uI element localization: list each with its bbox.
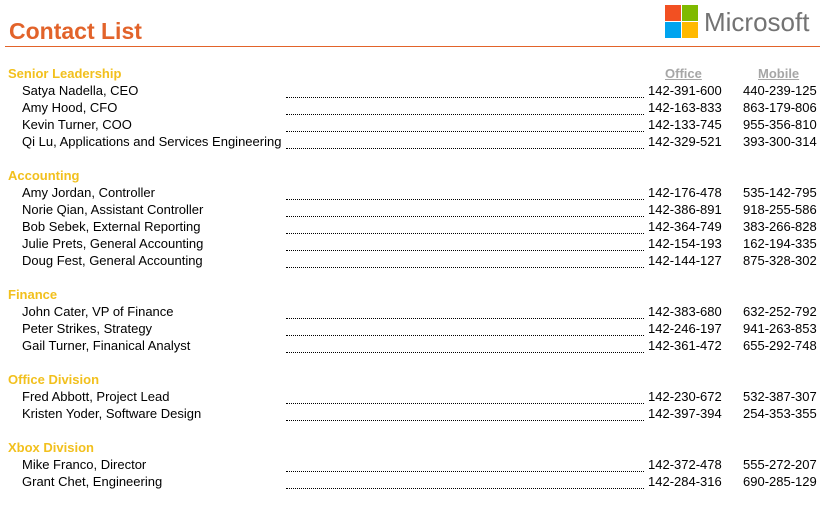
mobile-phone: 383-266-828 bbox=[743, 219, 817, 234]
contact-row bbox=[0, 457, 827, 474]
dotted-leader bbox=[286, 403, 644, 404]
office-phone: 142-284-316 bbox=[648, 474, 722, 489]
contact-row bbox=[0, 304, 827, 321]
mobile-phone: 632-252-792 bbox=[743, 304, 817, 319]
dotted-leader bbox=[286, 335, 644, 336]
office-phone: 142-397-394 bbox=[648, 406, 722, 421]
section-title: Office Division bbox=[8, 372, 100, 387]
mobile-phone: 162-194-335 bbox=[743, 236, 817, 251]
mobile-phone: 955-356-810 bbox=[743, 117, 817, 132]
contact-row bbox=[0, 219, 827, 236]
dotted-leader bbox=[286, 420, 644, 421]
contact-row bbox=[0, 338, 827, 355]
contact-name: Qi Lu, Applications and Services Engineering bbox=[22, 134, 282, 149]
contact-row bbox=[0, 100, 827, 117]
contact-row bbox=[0, 236, 827, 253]
mobile-phone: 863-179-806 bbox=[743, 100, 817, 115]
dotted-leader bbox=[286, 318, 644, 319]
office-phone: 142-154-193 bbox=[648, 236, 722, 251]
dotted-leader bbox=[286, 352, 644, 353]
office-phone: 142-144-127 bbox=[648, 253, 722, 268]
office-phone: 142-386-891 bbox=[648, 202, 722, 217]
office-phone: 142-230-672 bbox=[648, 389, 722, 404]
contact-name: Bob Sebek, External Reporting bbox=[22, 219, 201, 234]
section-title: Senior Leadership bbox=[8, 66, 122, 81]
mobile-phone: 393-300-314 bbox=[743, 134, 817, 149]
contact-name: Peter Strikes, Strategy bbox=[22, 321, 153, 336]
mobile-phone: 875-328-302 bbox=[743, 253, 817, 268]
dotted-leader bbox=[286, 267, 644, 268]
office-phone: 142-383-680 bbox=[648, 304, 722, 319]
contact-name: John Cater, VP of Finance bbox=[22, 304, 174, 319]
dotted-leader bbox=[286, 199, 644, 200]
dotted-leader bbox=[286, 488, 644, 489]
office-phone: 142-133-745 bbox=[648, 117, 722, 132]
office-phone: 142-372-478 bbox=[648, 457, 722, 472]
dotted-leader bbox=[286, 114, 644, 115]
mobile-phone: 254-353-355 bbox=[743, 406, 817, 421]
contact-row bbox=[0, 202, 827, 219]
dotted-leader bbox=[286, 131, 644, 132]
contact-name: Norie Qian, Assistant Controller bbox=[22, 202, 204, 217]
column-header-mobile: Mobile bbox=[758, 66, 800, 81]
mobile-phone: 532-387-307 bbox=[743, 389, 817, 404]
section-title: Accounting bbox=[8, 168, 80, 183]
contact-name: Satya Nadella, CEO bbox=[22, 83, 139, 98]
contact-name: Kevin Turner, COO bbox=[22, 117, 132, 132]
contact-name: Julie Prets, General Accounting bbox=[22, 236, 204, 251]
title-divider bbox=[5, 46, 820, 47]
office-phone: 142-246-197 bbox=[648, 321, 722, 336]
column-header-office: Office bbox=[665, 66, 702, 81]
dotted-leader bbox=[286, 97, 644, 98]
office-phone: 142-163-833 bbox=[648, 100, 722, 115]
contact-name: Mike Franco, Director bbox=[22, 457, 147, 472]
contact-row bbox=[0, 117, 827, 134]
contact-name: Fred Abbott, Project Lead bbox=[22, 389, 170, 404]
microsoft-logo bbox=[665, 4, 809, 40]
dotted-leader bbox=[286, 471, 644, 472]
section-title: Finance bbox=[8, 287, 58, 302]
section-title: Xbox Division bbox=[8, 440, 94, 455]
dotted-leader bbox=[286, 216, 644, 217]
office-phone: 142-364-749 bbox=[648, 219, 722, 234]
contact-row bbox=[0, 185, 827, 202]
mobile-phone: 918-255-586 bbox=[743, 202, 817, 217]
dotted-leader bbox=[286, 250, 644, 251]
mobile-phone: 655-292-748 bbox=[743, 338, 817, 353]
contact-name: Grant Chet, Engineering bbox=[22, 474, 163, 489]
contact-name: Gail Turner, Finanical Analyst bbox=[22, 338, 191, 353]
contact-name: Amy Hood, CFO bbox=[22, 100, 118, 115]
contact-name: Kristen Yoder, Software Design bbox=[22, 406, 202, 421]
contact-row bbox=[0, 253, 827, 270]
logo-wordmark: Microsoft bbox=[704, 6, 810, 37]
contact-name: Amy Jordan, Controller bbox=[22, 185, 155, 200]
contact-name: Doug Fest, General Accounting bbox=[22, 253, 203, 268]
contact-row bbox=[0, 389, 827, 406]
office-phone: 142-176-478 bbox=[648, 185, 722, 200]
mobile-phone: 535-142-795 bbox=[743, 185, 817, 200]
mobile-phone: 555-272-207 bbox=[743, 457, 817, 472]
dotted-leader bbox=[286, 233, 644, 234]
office-phone: 142-361-472 bbox=[648, 338, 722, 353]
windows-logo-icon bbox=[665, 5, 699, 39]
mobile-phone: 440-239-125 bbox=[743, 83, 817, 98]
contact-row bbox=[0, 321, 827, 338]
mobile-phone: 941-263-853 bbox=[743, 321, 817, 336]
contact-row bbox=[0, 83, 827, 100]
contact-row bbox=[0, 406, 827, 423]
contact-row bbox=[0, 474, 827, 491]
mobile-phone: 690-285-129 bbox=[743, 474, 817, 489]
office-phone: 142-391-600 bbox=[648, 83, 722, 98]
contact-row bbox=[0, 134, 827, 151]
dotted-leader bbox=[286, 148, 644, 149]
page-title: Contact List bbox=[9, 18, 142, 44]
office-phone: 142-329-521 bbox=[648, 134, 722, 149]
